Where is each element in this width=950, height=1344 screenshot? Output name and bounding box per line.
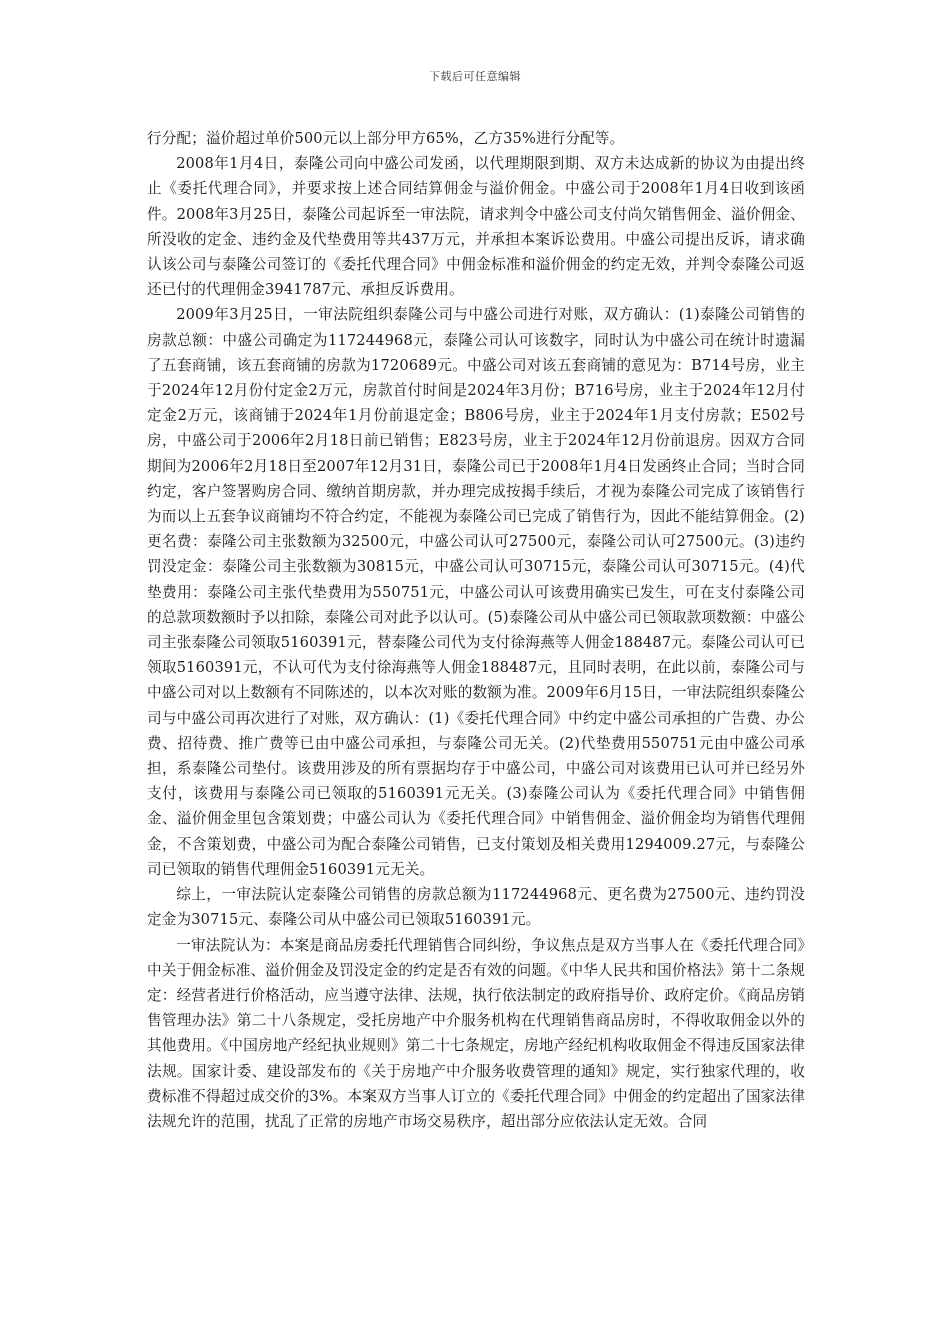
document-body: [147, 126, 805, 1134]
paragraph-summary: 综上，一审法院认定泰隆公司销售的房款总额为117244968元、更名费为27500元、违约罚没定金为30715元、泰隆公司从中盛公司已领取5160391元。: [147, 886, 805, 929]
paragraph-court-opinion: 一审法院认为：本案是商品房委托代理销售合同纠纷，争议焦点是双方当事人在《委托代理合同》中关于佣金标准、溢价佣金及罚没定金的约定是否有效的问题。《中华人民共和国价格法》第十二条规定：经营者进行价格活动，应当遵守法律、法规，执行依法制定的政府指导价、政府定价。《商品房销售管理办法》第二十八条规定，受托房地产中介服务机构在代理销售商品房时，不得收取佣金以外的其他费用。《中国房地产经纪执业规则》第二十七条规定，房地产经纪机构收取佣金不得违反国家法律法规。国家计委、建设部发布的《关于房地产中介服务收费管理的通知》规定，实行独家代理的，收费标准不得超过成交价的3%。本案双方当事人订立的《委托代理合同》中佣金的约定超出了国家法律法规允许的范围，扰乱了正常的房地产市场交易秩序，超出部分应依法认定无效。合同: [147, 936, 805, 1130]
paragraph-continuation: 行分配；溢价超过单价500元以上部分甲方65%，乙方35%进行分配等。: [147, 130, 625, 147]
paragraph-termination-notice: 2008年1月4日，泰隆公司向中盛公司发函，以代理期限到期、双方未达成新的协议为由提出终止《委托代理合同》，并要求按上述合同结算佣金与溢价佣金。中盛公司于2008年1月4日收到该函件。2008年3月25日，泰隆公司起诉至一审法院，请求判令中盛公司支付尚欠销售佣金、溢价佣金、所没收的定金、违约金及代垫费用等共437万元，并承担本案诉讼费用。中盛公司提出反诉，请求确认该公司与泰隆公司签订的《委托代理合同》中佣金标准和溢价佣金的约定无效，并判令泰隆公司返还已付的代理佣金3941787元、承担反诉费用。: [147, 155, 805, 299]
paragraph-account-reconciliation: 2009年3月25日，一审法院组织泰隆公司与中盛公司进行对账，双方确认：(1)泰隆公司销售的房款总额：中盛公司确定为117244968元，泰隆公司认可该数字，同时认为中盛公司在统计时遗漏了五套商铺，该五套商铺的房款为1720689元。中盛公司对该五套商铺的意见为：B714号房，业主于2024年12月份付定金2万元，房款首付时间是2024年3月份；B716号房，业主于2024年12月付定金2万元，该商铺于2024年1月份前退定金；B806号房，业主于2024年1月支付房款；E502号房，中盛公司于2006年2月18日前已销售；E823号房，业主于2024年12月份前退房。因双方合同期间为2006年2月18日至2007年12月31日，泰隆公司已于2008年1月4日发函终止合同；当时合同约定，客户签署购房合同、缴纳首期房款，并办理完成按揭手续后，才视为泰隆公司完成了该销售行为而以上五套争议商铺均不符合约定，不能视为泰隆公司已完成了销售行为，因此不能结算佣金。(2)更名费：泰隆公司主张数额为32500元，中盛公司认可27500元，泰隆公司认可27500元。(3)违约罚没定金：泰隆公司主张数额为30815元，中盛公司认可30715元，泰隆公司认可30715元。(4)代垫费用：泰隆公司主张代垫费用为550751元，中盛公司认可该费用确实已发生，可在支付泰隆公司的总款项数额时予以扣除，泰隆公司对此予以认可。(5)泰隆公司从中盛公司已领取款项数额：中盛公司主张泰隆公司领取5160391元，替泰隆公司代为支付徐海燕等人佣金188487元。泰隆公司认可已领取5160391元，不认可代为支付徐海燕等人佣金188487元，且同时表明，在此以前，泰隆公司与中盛公司对以上数额有不同陈述的，以本次对账的数额为准。2009年6月15日，一审法院组织泰隆公司与中盛公司再次进行了对账，双方确认：(1)《委托代理合同》中约定中盛公司承担的广告费、办公费、招待费、推广费等已由中盛公司承担，与泰隆公司无关。(2)代垫费用550751元由中盛公司承担，系泰隆公司垫付。该费用涉及的所有票据均存于中盛公司，中盛公司对该费用已认可并已经另外支付，该费用与泰隆公司已领取的5160391元无关。(3)泰隆公司认为《委托代理合同》中销售佣金、溢价佣金里包含策划费；中盛公司认为《委托代理合同》中销售佣金、溢价佣金均为销售代理佣金，不含策划费，中盛公司为配合泰隆公司销售，已支付策划及相关费用1294009.27元，与泰隆公司已领取的销售代理佣金5160391元无关。: [147, 306, 805, 878]
page-header-note: 下载后可任意编辑: [429, 70, 521, 83]
